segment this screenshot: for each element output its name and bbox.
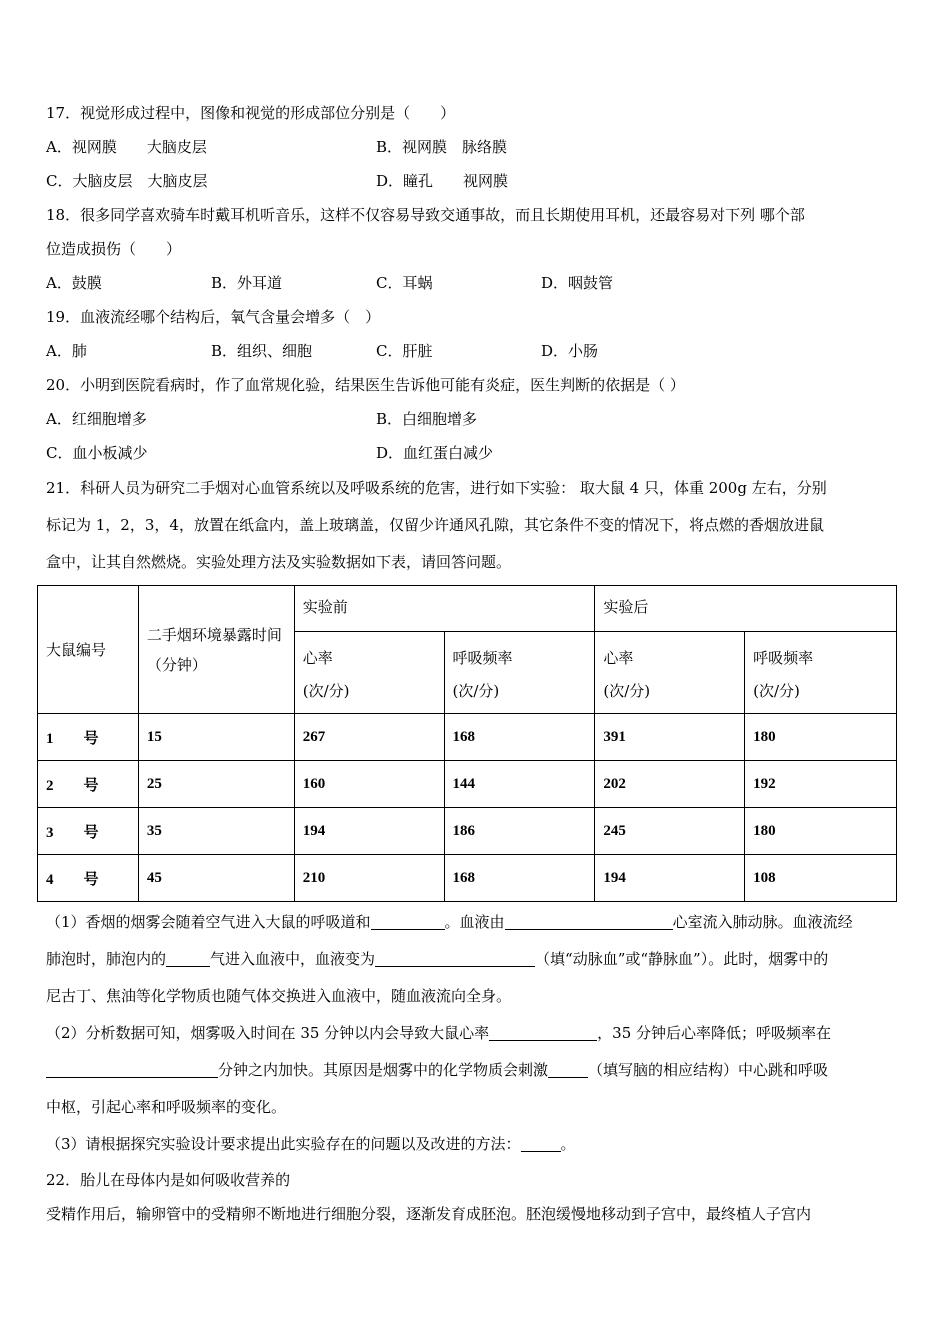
- q19-stem: 19．血液流经哪个结构后，氧气含量会增多（ ）: [46, 308, 381, 326]
- cell-time: 25: [138, 761, 294, 808]
- answer-blank[interactable]: [505, 911, 673, 930]
- header-before-breath-rate: [444, 632, 595, 714]
- q21-sub2-line3: 中枢，引起心率和呼吸频率的变化。: [46, 1098, 287, 1116]
- table-row: [38, 714, 897, 761]
- cell-time: 35: [138, 808, 294, 855]
- answer-blank[interactable]: [46, 1059, 218, 1078]
- cell-rr-after: 192: [745, 761, 897, 808]
- answer-blank[interactable]: [166, 948, 210, 967]
- q22-text: 受精作用后，输卵管中的受精卵不断地进行细胞分裂，逐渐发育成胚泡。胚泡缓慢地移动到子宫中，最终植人子宫内: [46, 1205, 812, 1223]
- header-unit: (次/分): [452, 682, 500, 700]
- header-rr-label: 呼吸频率: [753, 649, 814, 667]
- cell-time: 45: [138, 855, 294, 902]
- cell-rat-id: 3 号: [38, 808, 139, 855]
- cell-rat-id: 2 号: [38, 761, 139, 808]
- q21-sub1-line3: 尼古丁、焦油等化学物质也随气体交换进入血液中，随血液流向全身。: [46, 987, 512, 1005]
- header-hr-label: 心率: [302, 649, 333, 667]
- answer-blank[interactable]: [375, 948, 535, 967]
- exam-page: [46, 96, 908, 1231]
- q20-options-row1: [46, 402, 908, 436]
- cell-rat-id: 4 号: [38, 855, 139, 902]
- sub1-text-a: （1）香烟的烟雾会随着空气进入大鼠的呼吸道和: [46, 913, 371, 931]
- q21-sub1-line1: [46, 904, 908, 941]
- q18-option-a: A．鼓膜: [46, 274, 102, 292]
- cell-hr-before: 160: [294, 761, 444, 808]
- q17-option-a: A．视网膜 大脑皮层: [46, 138, 207, 156]
- sub2-text-c: 分钟之内加快。其原因是烟雾中的化学物质会刺激: [218, 1061, 549, 1079]
- q21-stem-line1: 21．科研人员为研究二手烟对心血管系统以及呼吸系统的危害，进行如下实验： 取大鼠 4 只，体重 200g 左右，分别: [46, 479, 827, 497]
- answer-blank[interactable]: [548, 1059, 588, 1078]
- q18-stem-line1: 18．很多同学喜欢骑车时戴耳机听音乐，这样不仅容易导致交通事故，而且长期使用耳机，还最容易对下列 哪个部: [46, 206, 805, 224]
- header-after-heart-rate: [595, 632, 745, 714]
- cell-rr-before: 186: [444, 808, 595, 855]
- header-unit: (次/分): [302, 682, 350, 700]
- sub1-text-f: （填“动脉血”或“静脉血”）。此时，烟雾中的: [535, 950, 829, 968]
- q19-option-a: A．肺: [46, 342, 87, 360]
- q20-option-a: A．红细胞增多: [46, 410, 147, 428]
- header-after-breath-rate: [745, 632, 897, 714]
- table-row: [38, 761, 897, 808]
- cell-hr-after: 391: [595, 714, 745, 761]
- cell-hr-before: 210: [294, 855, 444, 902]
- q18-options: [46, 266, 908, 300]
- header-after: 实验后: [595, 586, 897, 632]
- q21-sub2-line1: [46, 1015, 908, 1052]
- q18-stem-line2: 位造成损伤（ ）: [46, 240, 182, 258]
- cell-rr-after: 180: [745, 808, 897, 855]
- header-rat-id: 大鼠编号: [38, 586, 139, 714]
- sub2-text-d: （填写脑的相应结构）中心跳和呼吸: [588, 1061, 829, 1079]
- q19-options: [46, 334, 908, 368]
- q17-option-b: B．视网膜 脉络膜: [376, 138, 508, 156]
- header-rr-label: 呼吸频率: [452, 649, 513, 667]
- header-exposure-time: 二手烟环境暴露时间（分钟）: [138, 586, 294, 714]
- cell-time: 15: [138, 714, 294, 761]
- q21-stem: [46, 470, 908, 581]
- sub3-text-a: （3）请根据探究实验设计要求提出此实验存在的问题以及改进的方法：: [46, 1135, 521, 1153]
- sub2-text-b: ，35 分钟后心率降低；呼吸频率在: [597, 1024, 832, 1042]
- cell-rr-before: 144: [444, 761, 595, 808]
- cell-rat-id: 1 号: [38, 714, 139, 761]
- q18-option-b: B．外耳道: [211, 274, 283, 292]
- header-before: 实验前: [294, 586, 595, 632]
- q17-stem: 17．视觉形成过程中，图像和视觉的形成部位分别是（ ）: [46, 104, 456, 122]
- q20-option-c: C．血小板减少: [46, 444, 148, 462]
- cell-hr-after: 245: [595, 808, 745, 855]
- q17-option-c: C．大脑皮层 大脑皮层: [46, 172, 208, 190]
- cell-hr-after: 194: [595, 855, 745, 902]
- q20-option-d: D．血红蛋白减少: [376, 444, 494, 462]
- q18-option-c: C．耳蜗: [376, 274, 433, 292]
- cell-hr-before: 267: [294, 714, 444, 761]
- experiment-table: [37, 585, 897, 902]
- answer-blank[interactable]: [489, 1022, 597, 1041]
- q21-stem-line2: 标记为 1，2，3，4，放置在纸盒内，盖上玻璃盖，仅留少许通风孔隙，其它条件不变的情况下，将点燃的香烟放进鼠: [46, 516, 824, 534]
- table-row: [38, 808, 897, 855]
- q21-sub2-line2: [46, 1052, 908, 1089]
- header-before-heart-rate: [294, 632, 444, 714]
- q19-option-b: B．组织、细胞: [211, 342, 313, 360]
- cell-rr-after: 108: [745, 855, 897, 902]
- sub2-text-a: （2）分析数据可知，烟雾吸入时间在 35 分钟以内会导致大鼠心率: [46, 1024, 490, 1042]
- q22-stem: 22．胎儿在母体内是如何吸收营养的: [46, 1171, 291, 1189]
- cell-rr-before: 168: [444, 855, 595, 902]
- cell-rr-after: 180: [745, 714, 897, 761]
- q21-sub3-line: [46, 1126, 908, 1163]
- sub1-text-e: 气进入血液中，血液变为: [210, 950, 376, 968]
- q20-stem: 20．小明到医院看病时，作了血常规化验，结果医生告诉他可能有炎症，医生判断的依据是（ ）: [46, 376, 685, 394]
- q17-options-row2: [46, 164, 908, 198]
- q21-stem-line3: 盒中，让其自然燃烧。实验处理方法及实验数据如下表，请回答问题。: [46, 553, 512, 571]
- header-hr-label: 心率: [603, 649, 634, 667]
- q17-option-d: D．瞳孔 视网膜: [376, 172, 509, 190]
- q17-options-row1: [46, 130, 908, 164]
- answer-blank[interactable]: [521, 1133, 561, 1152]
- q21-sub1-line2: [46, 941, 908, 978]
- header-unit: (次/分): [603, 682, 651, 700]
- sub1-text-b: 。血液由: [444, 913, 505, 931]
- q19-option-c: C．肝脏: [376, 342, 433, 360]
- sub3-text-b: 。: [560, 1135, 576, 1153]
- cell-rr-before: 168: [444, 714, 595, 761]
- header-unit: (次/分): [753, 682, 800, 700]
- answer-blank[interactable]: [371, 911, 445, 930]
- q18-option-d: D．咽鼓管: [541, 274, 614, 292]
- q19-option-d: D．小肠: [541, 342, 599, 360]
- cell-hr-after: 202: [595, 761, 745, 808]
- sub1-text-d: 肺泡时，肺泡内的: [46, 950, 167, 968]
- cell-hr-before: 194: [294, 808, 444, 855]
- q20-option-b: B．白细胞增多: [376, 410, 478, 428]
- q20-options-row2: [46, 436, 908, 470]
- sub1-text-c: 心室流入肺动脉。血液流经: [672, 913, 853, 931]
- q21-subquestions: [46, 904, 908, 1163]
- table-row: [38, 855, 897, 902]
